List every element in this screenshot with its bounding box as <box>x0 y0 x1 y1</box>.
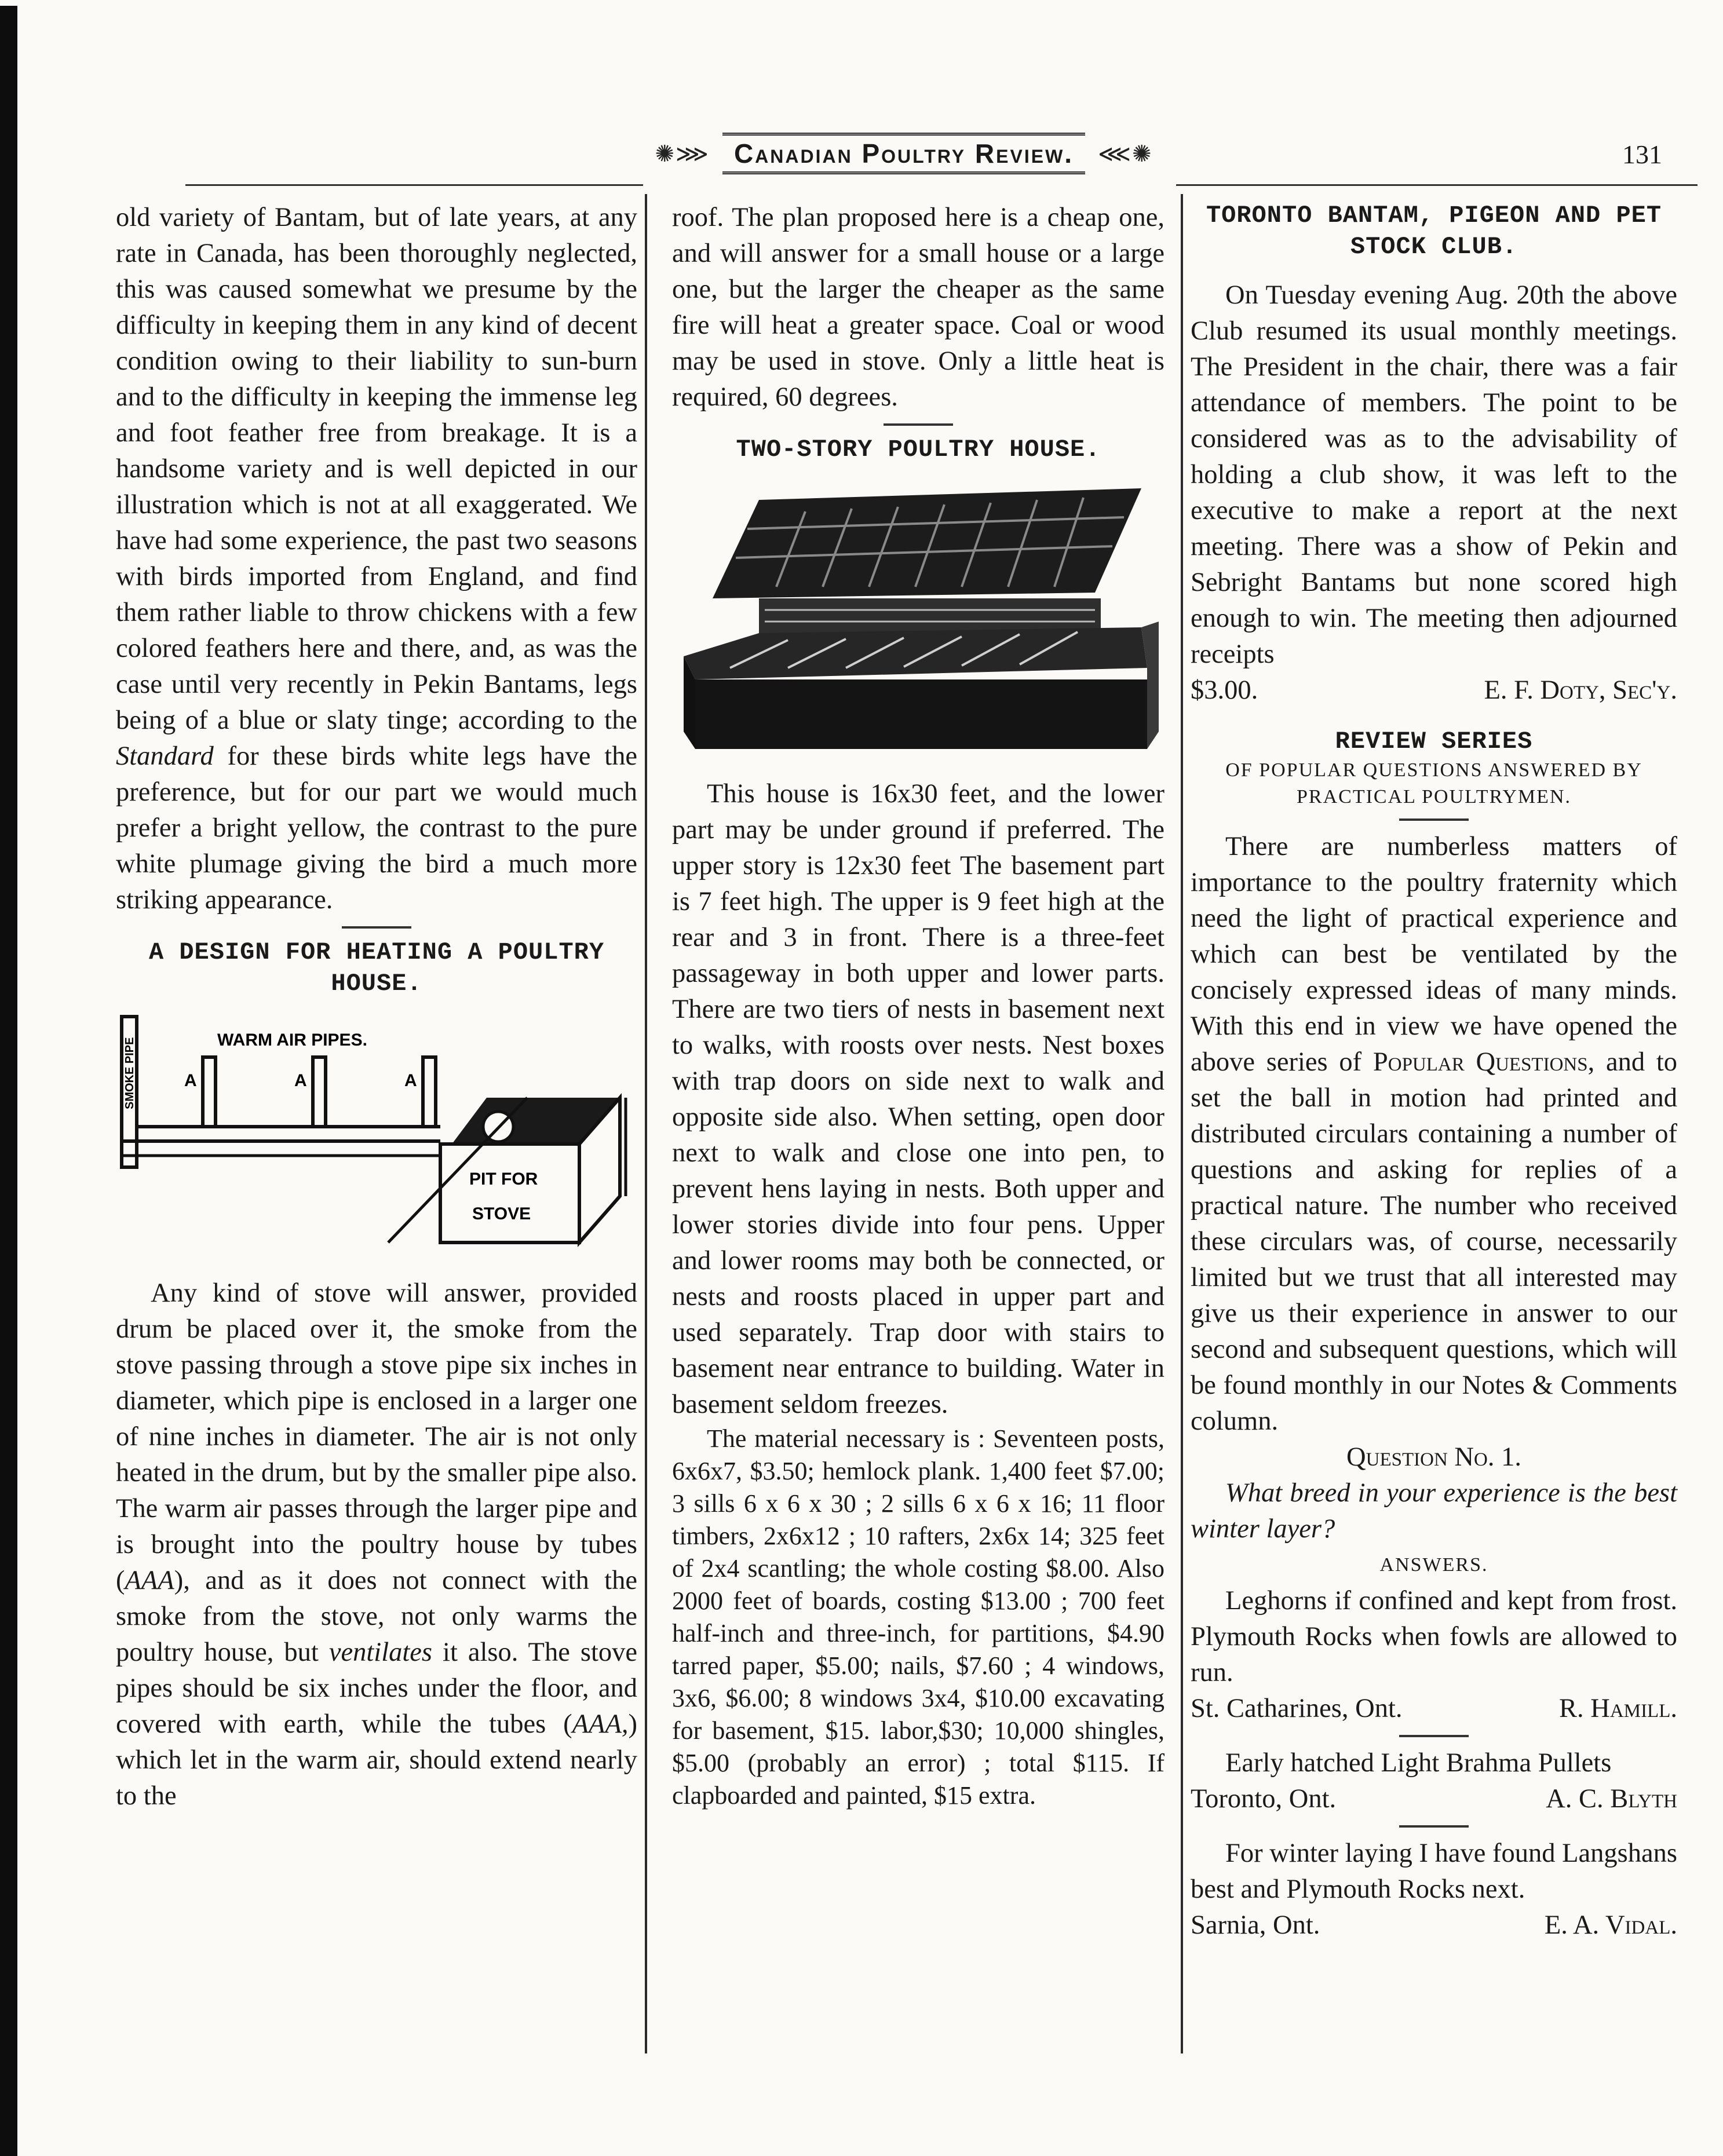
smoke-pipe-label: SMOKE PIPE <box>123 1037 136 1109</box>
col2-paragraph-2: This house is 16x30 feet, and the lower part may be under ground if preferred. The upper story is 12x30 feet The basement part is 7 feet high. The upper is 9 feet high at the rear and 3 in front. There is a three-feet passageway in both upper and lower parts. There are two tiers of nests in basement next to walks, with roosts over nests. Nest boxes with trap doors on side next to walk and opposite side also. When setting, open door next to walk and close one into pen, to prevent hens laying in nests. Both upper and lower stories divide into four pens. Upper and lower rooms may both be connected, or nests and roosts placed in upper part and used separately. Trap door with stairs to basement near entrance to building. Water in basement seldom freezes. <box>672 779 1165 1419</box>
secretary-signature: E. F. Doty, Sec'y. <box>1484 675 1677 705</box>
column-divider-1 <box>645 194 647 2053</box>
heating-diagram <box>116 1011 637 1264</box>
page-binding-edge <box>0 6 17 2156</box>
header-rule-right <box>1176 184 1698 186</box>
col1-heading: A DESIGN FOR HEATING A POULTRY HOUSE. <box>148 938 605 997</box>
answer-3-place: Sarnia, Ont. <box>1191 1910 1320 1940</box>
pipe-a-label-3: A <box>404 1071 417 1090</box>
answers-label: ANSWERS. <box>1379 1554 1488 1576</box>
answer-1-place: St. Catharines, Ont. <box>1191 1694 1403 1723</box>
stove-label: STOVE <box>472 1204 531 1223</box>
col1-paragraph-1: old variety of Bantam, but of late years, at any rate in Canada, has been thoroughly neglected, this was caused somewhat we presume by the difficulty in keeping them in any kind of decent condition owing to their liability to sun-burn and to the difficulty in keeping the immense leg and foot feather free from breakage. It is a handsome variety and is well depicted in our illustration which is not at all exaggerated. We have had some experience, the past two seasons with birds imported from England, and find them rather liable to throw chickens with a few colored feathers here and there, and, as was the case until very recently in Pekin Bantams, legs being of a blue or slaty tinge; according to the Standard for these birds white legs have the preference, but for our part we would much prefer a bright yellow, the contrast to the pure white plumage giving the bird a much more striking appearance. <box>116 203 638 915</box>
answer-1-signature <box>1191 1691 1677 1727</box>
answer-3-signature <box>1191 1907 1677 1943</box>
col3-heading: TORONTO BANTAM, PIGEON AND PET STOCK CLUB. <box>1206 202 1662 261</box>
col3-rule-3 <box>1399 1825 1469 1828</box>
col3-rule-1 <box>1399 818 1469 821</box>
pipe-a-label-1: A <box>184 1071 197 1090</box>
warm-air-pipes-label: WARM AIR PIPES. <box>217 1031 367 1050</box>
col2-paragraph-3: The material necessary is : Seventeen posts, 6x6x7, $3.50; hemlock plank. 1,400 feet $7.00; 3 sills 6 x 6 x 30 ; 2 sills 6 x 6 x 16; 11 floor timbers, 2x6x12 ; 10 rafters, 2x6x 14; 325 feet of 2x4 scantling; the whole costing $8.00. Also 2000 feet of boards, costing $13.00 ; 700 feet half-inch and three-inch, for partitions, $4.90 tarred paper, $5.00; nails, $7.60 ; 4 windows, 3x6, $6.00; 8 windows 3x4, $10.00 excavating for basement, $15. labor,$30; 10,000 shingles, $5.00 (probably an error) ; total $115. If clapboarded and painted, $15 extra. <box>672 1424 1165 1810</box>
answer-2-place: Toronto, Ont. <box>1191 1784 1337 1814</box>
review-series-subheading: OF POPULAR QUESTIONS ANSWERED BY PRACTICAL POULTRYMEN. <box>1225 759 1642 807</box>
answer-1: Leghorns if confined and kept from frost. Plymouth Rocks when fowls are allowed to run. <box>1191 1586 1677 1687</box>
col3-signature-row <box>1191 673 1677 708</box>
masthead-ornament-left: ✺⋙ <box>655 140 710 167</box>
answer-3: For winter laying I have found Langshans best and Plymouth Rocks next. <box>1191 1839 1677 1904</box>
col3-rule-2 <box>1399 1735 1469 1737</box>
question-number: Question No. 1. <box>1346 1442 1521 1472</box>
column-1 <box>116 200 637 1814</box>
col2-rule <box>884 423 953 426</box>
answer-2-signature <box>1191 1781 1677 1817</box>
question-text: What breed in your experience is the best winter layer? <box>1191 1478 1677 1544</box>
page-number: 131 <box>1622 140 1662 169</box>
receipts-amount: $3.00. <box>1191 675 1258 705</box>
col1-paragraph-2: Any kind of stove will answer, provided drum be placed over it, the smoke from the stove passing through a stove pipe six inches in diameter, which pipe is enclosed in a larger one of nine inches in diameter. The air is not only heated in the drum, but by the smaller pipe also. The warm air passes through the larger pipe and is brought into the poultry house by tubes (AAA), and as it does not connect with the smoke from the stove, not only warms the poultry house, but ventilates it also. The stove pipes should be six inches under the floor, and covered with earth, while the tubes (AAA,) which let in the warm air, should extend nearly to the <box>116 1278 638 1811</box>
heating-diagram-svg <box>116 1011 637 1254</box>
col3-paragraph-2: There are numberless matters of importance to the poultry fraternity which need the light of practical experience and which can best be ventilated by the concisely expressed ideas of many minds. With this end in view we have opened the above series of Popular Questions, and to set the ball in motion had printed and distributed circulars containing a number of questions and asking for replies of a practical nature. The number who received these circulars was, of course, necessarily limited but we trust that all interested may give us their experience in answer to our second and subsequent questions, which will be found monthly in our Notes & Comments column. <box>1191 832 1678 1436</box>
col3-paragraph-1: On Tuesday evening Aug. 20th the above Club resumed its usual monthly meetings. The President in the chair, there was a fair attendance of members. The point to be considered was as to the advisability of holding a club show, it was left to the executive to make a report at the next meeting. There was a show of Pekin and Sebright Bantams but none scored high enough to win. The meeting then adjourned receipts <box>1191 280 1677 669</box>
masthead <box>597 122 1211 185</box>
column-divider-2 <box>1181 194 1183 2053</box>
review-series-heading: REVIEW SERIES <box>1335 728 1533 755</box>
answer-2: Early hatched Light Brahma Pullets <box>1225 1748 1612 1778</box>
column-3 <box>1191 200 1677 1943</box>
masthead-ornament-right: ⋘✺ <box>1098 140 1153 167</box>
column-2 <box>672 200 1165 1812</box>
answer-2-name: A. C. Blyth <box>1546 1784 1677 1814</box>
answer-3-name: E. A. Vidal. <box>1544 1910 1677 1940</box>
col2-paragraph-1: roof. The plan proposed here is a cheap one, and will answer for a small house or a large one, but the larger the cheaper as the same fire will heat a greater space. Coal or wood may be used in stove. Only a little heat is required, 60 degrees. <box>672 203 1165 412</box>
poultry-house-illustration <box>672 477 1165 765</box>
poultry-house-svg <box>672 477 1165 755</box>
pit-for-label: PIT FOR <box>469 1170 538 1189</box>
header-rule-left <box>185 184 643 186</box>
answer-1-name: R. Hamill. <box>1559 1694 1677 1723</box>
col2-heading: TWO-STORY POULTRY HOUSE. <box>736 436 1101 463</box>
pipe-a-label-2: A <box>294 1071 307 1090</box>
col1-rule <box>342 926 411 929</box>
masthead-title: Canadian Poultry Review. <box>722 133 1085 174</box>
